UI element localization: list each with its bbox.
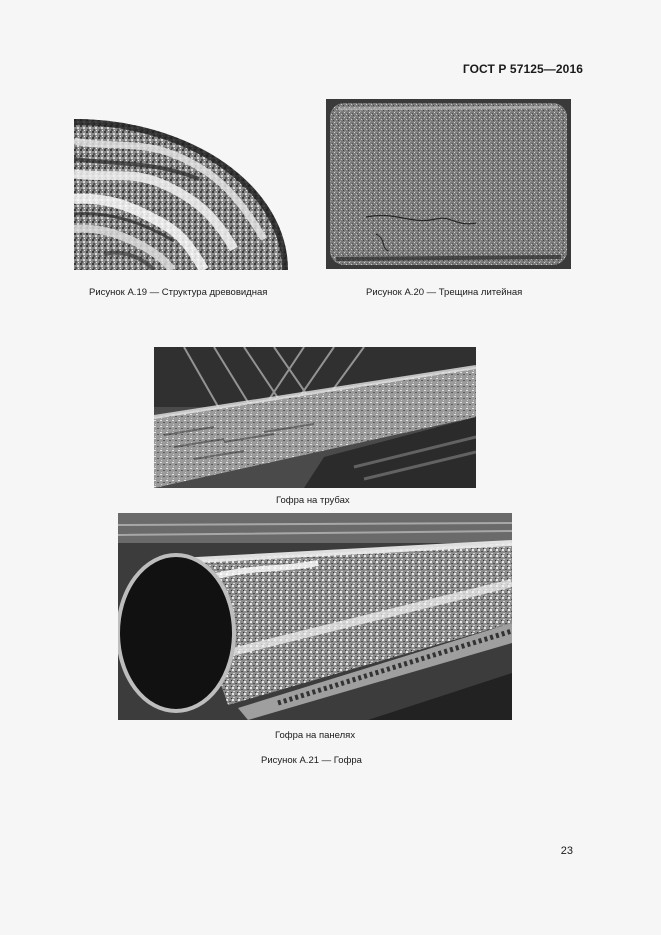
page-number: 23	[560, 845, 573, 857]
figure-a21-panels-caption: Гофра на панелях	[275, 730, 356, 741]
figure-a21-caption: Рисунок А.21 — Гофра	[261, 755, 362, 766]
figure-a20-caption: Рисунок А.20 — Трещина литейная	[366, 287, 523, 298]
document-code-header: ГОСТ Р 57125—2016	[462, 62, 583, 76]
figure-a21-panels-image	[118, 513, 512, 720]
figure-a21-pipes-image	[154, 347, 476, 488]
figure-a19-caption: Рисунок А.19 — Структура древовидная	[89, 287, 268, 298]
figure-a19-image	[74, 119, 288, 270]
figure-a20-image	[326, 99, 571, 269]
figure-a21-pipes-caption: Гофра на трубах	[276, 495, 350, 506]
